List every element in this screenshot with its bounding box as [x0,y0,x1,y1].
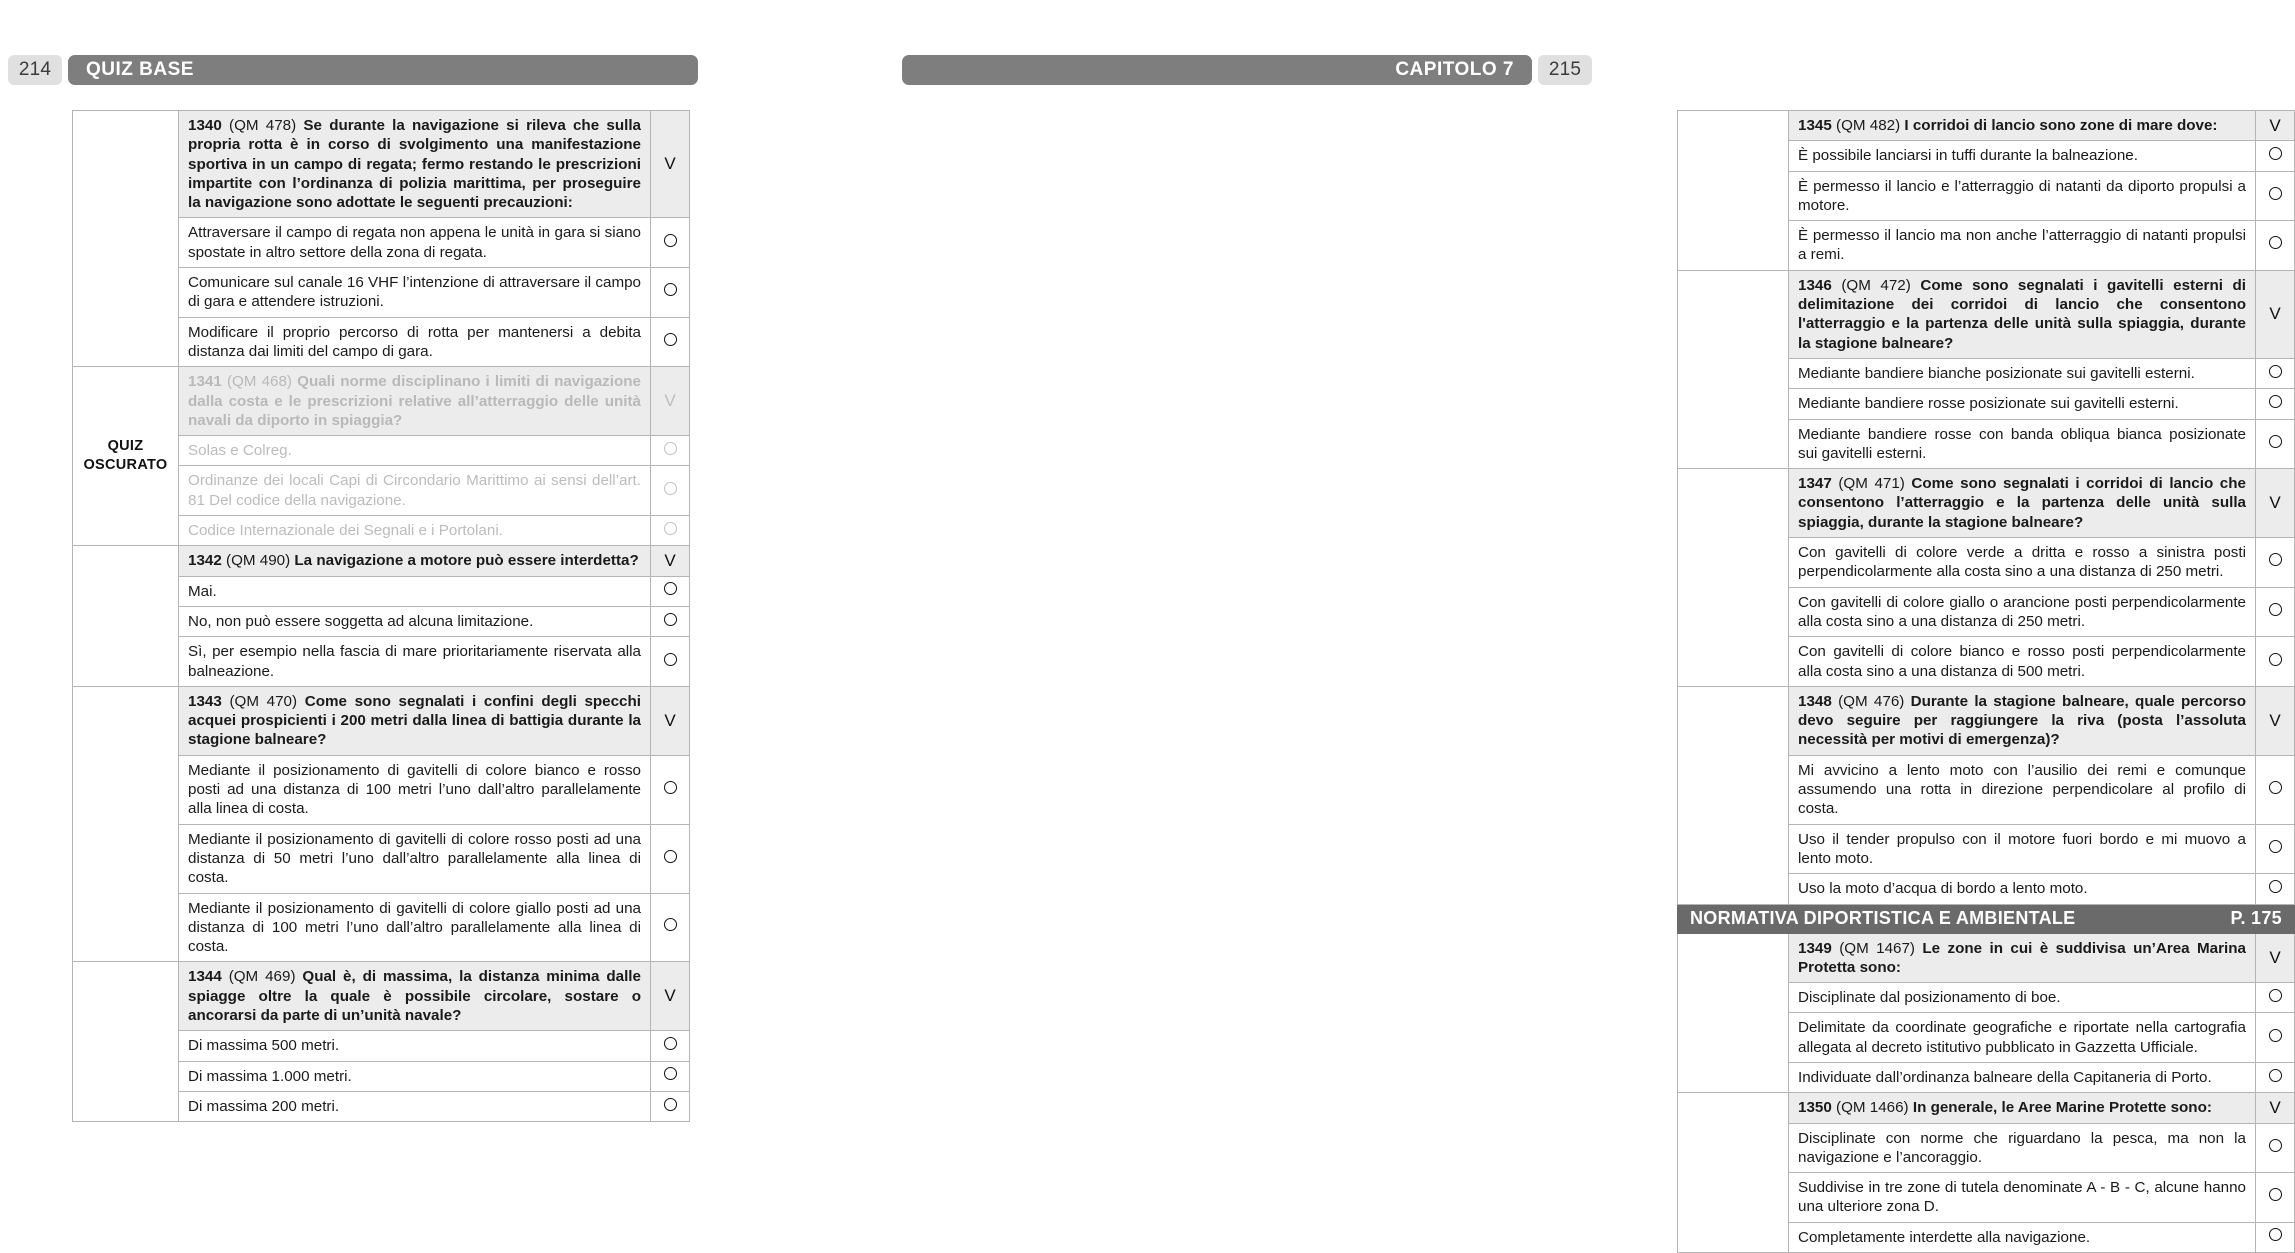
option-circle-icon[interactable] [664,1037,677,1050]
question-text [1789,1093,2256,1123]
correct-answer-mark: V [651,686,690,755]
answer-text: Uso la moto d’acqua di bordo a lento moto. [1789,874,2256,904]
answer-option-cell[interactable] [2256,389,2295,419]
question-code: (QM 490) [226,552,291,570]
quiz-group-marker [73,686,179,962]
answer-text: Di massima 1.000 metri. [179,1061,651,1091]
question-number: 1340 [188,117,222,134]
section-band-page-ref: P. 175 [2230,908,2282,928]
question-code: (QM 476) [1838,692,1905,710]
answer-text: È permesso il lancio ma non anche l’atterraggio di natanti propulsi a remi. [1789,221,2256,271]
option-circle-icon[interactable] [664,522,677,535]
question-code: (QM 482) [1836,117,1901,134]
correct-answer-mark: V [651,962,690,1031]
answer-text: Mediante bandiere rosse posizionate sui gavitelli esterni. [1789,389,2256,419]
question-row [73,962,690,1031]
question-code: (QM 469) [228,968,296,986]
question-code: (QM 471) [1838,475,1905,493]
answer-text: Modificare il proprio percorso di rotta per mantenersi a debita distanza dai limiti del campo di gara. [179,317,651,367]
quiz-group-marker [73,367,179,546]
answer-option-cell[interactable] [2256,1173,2295,1223]
answer-text: Con gavitelli di colore verde a dritta e rosso a sinistra posti perpendicolarmente alla costa sino a una distanza di 250 metri. [1789,538,2256,588]
question-text [1789,111,2256,141]
answer-text: Disciplinate con norme che riguardano la pesca, ma non la navigazione e l’ancoraggio. [1789,1123,2256,1173]
answer-text: Mediante il posizionamento di gavitelli di colore giallo posti ad una distanza di 100 metri l’uno dall’altro parallelamente alla linea di costa. [179,893,651,962]
answer-option-cell[interactable] [2256,874,2295,904]
question-body: Come sono segnalati i corridoi di lancio che consentono l’atterraggio e la partenza delle unità sulla spiaggia, durante la stagione balneare? [1798,475,2246,531]
right-page [800,0,2282,1246]
option-circle-icon[interactable] [2269,1188,2282,1201]
answer-text: No, non può essere soggetta ad alcuna limitazione. [179,606,651,636]
answer-text: Mediante il posizionamento di gavitelli di colore rosso posti ad una distanza di 50 metri l’uno dall’altro parallelamente alla linea di costa. [179,824,651,893]
question-row [1678,111,2295,141]
answer-option-cell[interactable] [2256,587,2295,637]
answer-option-cell[interactable] [651,218,690,268]
correct-answer-mark: V [2256,469,2295,538]
question-row [1678,1093,2295,1123]
option-circle-icon[interactable] [2269,435,2282,448]
option-circle-icon[interactable] [2269,187,2282,200]
correct-answer-mark: V [2256,111,2295,141]
answer-text: È permesso il lancio e l’atterraggio di natanti da diporto propulsi a motore. [1789,171,2256,221]
answer-text: Di massima 500 metri. [179,1031,651,1061]
correct-answer-mark: V [651,367,690,436]
option-circle-icon[interactable] [2269,880,2282,893]
answer-option-cell[interactable] [651,317,690,367]
question-code: (QM 468) [226,373,292,391]
question-code: (QM 472) [1841,276,1911,294]
quiz-group-marker [73,546,179,686]
answer-option-cell[interactable] [651,576,690,606]
question-body: La navigazione a motore può essere interdetta? [294,552,639,570]
answer-option-cell[interactable] [651,466,690,516]
answer-option-cell[interactable] [2256,419,2295,469]
option-circle-icon[interactable] [664,850,677,863]
question-row [73,546,690,576]
answer-option-cell[interactable] [2256,221,2295,271]
answer-text: Mi avvicino a lento moto con l’ausilio dei remi e comunque assumendo una rotta in direzione perpendicolare al profilo di costa. [1789,755,2256,824]
answer-option-cell[interactable] [2256,1013,2295,1063]
answer-option-cell[interactable] [2256,637,2295,687]
question-number: 1343 [188,692,222,710]
answer-option-cell[interactable] [651,637,690,687]
quiz-group-marker [1678,270,1789,468]
answer-text: Mediante bandiere rosse con banda obliqua bianca posizionate sui gavitelli esterni. [1789,419,2256,469]
option-circle-icon[interactable] [2269,781,2282,794]
option-circle-icon[interactable] [2269,653,2282,666]
folio-right: 215 [1538,55,1592,85]
option-circle-icon[interactable] [664,1067,677,1080]
question-text [1789,469,2256,538]
answer-option-cell[interactable] [2256,755,2295,824]
question-number: 1341 [188,373,222,391]
question-body: Se durante la navigazione si rileva che sulla propria rotta è in corso di svolgimento una manifestazione sportiva in un campo di regata; fermo restando le prescrizioni impartite con l’ordinanza di polizia marittima, per proseguire la navigazione sono adottate le seguenti precauzioni: [188,117,641,212]
answer-option-cell[interactable] [651,1031,690,1061]
option-circle-icon[interactable] [664,283,677,296]
question-row [1678,270,2295,358]
question-text [179,546,651,576]
question-code: (QM 1467) [1839,939,1915,957]
answer-option-cell[interactable] [2256,983,2295,1013]
question-number: 1348 [1798,692,1832,710]
question-number: 1342 [188,552,222,570]
option-circle-icon[interactable] [664,1098,677,1111]
quiz-table-right [1677,110,2295,1253]
option-circle-icon[interactable] [664,582,677,595]
quiz-table-left [72,110,690,1122]
question-body: Le zone in cui è suddivisa un’Area Marina Protetta sono: [1798,939,2246,976]
quiz-table-left-body [73,111,690,1122]
answer-option-cell[interactable] [2256,1123,2295,1173]
question-row [73,367,690,436]
answer-text: È possibile lanciarsi in tuffi durante la balneazione. [1789,141,2256,171]
answer-text: Di massima 200 metri. [179,1091,651,1121]
answer-text: Delimitate da coordinate geografiche e riportate nella cartografia allegata al decreto istitutivo pubblicato in Gazzetta Ufficiale. [1789,1013,2256,1063]
quiz-group-marker [1678,1093,1789,1253]
option-circle-icon[interactable] [664,442,677,455]
answer-option-cell[interactable] [651,893,690,962]
answer-text: Uso il tender propulso con il motore fuori bordo e mi muovo a lento moto. [1789,824,2256,874]
correct-answer-mark: V [2256,686,2295,755]
option-circle-icon[interactable] [2269,1228,2282,1241]
question-row [1678,686,2295,755]
answer-text: Disciplinate dal posizionamento di boe. [1789,983,2256,1013]
answer-text: Codice Internazionale dei Segnali e i Portolani. [179,516,651,546]
quiz-group-marker [73,111,179,367]
answer-option-cell[interactable] [651,516,690,546]
question-text [179,686,651,755]
question-body: Come sono segnalati i gavitelli esterni di delimitazione dei corridoi di lancio che consentono l'atterraggio e la partenza delle unità sulla spiaggia, durante la stagione balneare? [1798,276,2246,352]
answer-text: Solas e Colreg. [179,436,651,466]
answer-option-cell[interactable] [651,268,690,318]
answer-option-cell[interactable] [2256,1062,2295,1092]
question-number: 1345 [1798,117,1832,134]
option-circle-icon[interactable] [664,333,677,346]
question-row [73,686,690,755]
option-circle-icon[interactable] [2269,603,2282,616]
question-body: Quali norme disciplinano i limiti di navigazione dalla costa e le prescrizioni relative all’atterraggio delle unità navali da diporto in spiaggia? [188,373,641,429]
section-band [1678,904,2295,933]
option-circle-icon[interactable] [664,613,677,626]
option-circle-icon[interactable] [2269,989,2282,1002]
folio-left: 214 [8,55,62,85]
quiz-group-marker [73,962,179,1122]
question-text [179,367,651,436]
answer-option-cell[interactable] [651,1091,690,1121]
answer-text: Mediante bandiere bianche posizionate sui gavitelli esterni. [1789,358,2256,388]
question-body: Durante la stagione balneare, quale percorso devo seguire per raggiungere la riva (posta l’assoluta necessità per motivi di emergenza)? [1798,692,2247,749]
running-head-title-left: QUIZ BASE [68,55,698,85]
question-code: (QM 1466) [1836,1099,1909,1117]
section-band-title: NORMATIVA DIPORTISTICA E AMBIENTALE [1690,908,2076,928]
running-head-title-right: CAPITOLO 7 [902,55,1532,85]
question-text [179,111,651,218]
section-band-row [1678,904,2295,933]
correct-answer-mark: V [2256,270,2295,358]
question-text [1789,686,2256,755]
option-circle-icon[interactable] [2269,147,2282,160]
correct-answer-mark: V [651,546,690,576]
answer-text: Sì, per esempio nella fascia di mare prioritariamente riservata alla balneazione. [179,637,651,687]
option-circle-icon[interactable] [2269,1139,2282,1152]
question-text [179,962,651,1031]
option-circle-icon[interactable] [664,781,677,794]
answer-text: Mai. [179,576,651,606]
correct-answer-mark: V [2256,933,2295,983]
question-row [73,111,690,218]
answer-option-cell[interactable] [651,755,690,824]
question-number: 1347 [1798,475,1832,493]
question-row [1678,933,2295,983]
option-circle-icon[interactable] [664,234,677,247]
option-circle-icon[interactable] [2269,1029,2282,1042]
left-page [0,0,800,1137]
answer-option-cell[interactable] [651,824,690,893]
answer-text: Ordinanze dei locali Capi di Circondario Marittimo ai sensi dell’art. 81 Del codice della navigazione. [179,466,651,516]
option-circle-icon[interactable] [2269,365,2282,378]
answer-option-cell[interactable] [651,1061,690,1091]
option-circle-icon[interactable] [664,918,677,931]
option-circle-icon[interactable] [2269,236,2282,249]
quiz-group-marker [1678,933,1789,1093]
answer-text: Individuate dall’ordinanza balneare della Capitaneria di Porto. [1789,1062,2256,1092]
correct-answer-mark: V [2256,1093,2295,1123]
answer-text: Comunicare sul canale 16 VHF l’intenzione di attraversare il campo di gara e attendere istruzioni. [179,268,651,318]
quiz-group-marker [1678,111,1789,271]
question-text [1789,933,2256,983]
quiz-table-right-body [1678,111,2295,1253]
answer-option-cell[interactable] [2256,358,2295,388]
quiz-oscurato-label: QUIZ OSCURATO [83,437,168,474]
option-circle-icon[interactable] [2269,395,2282,408]
question-body: I corridoi di lancio sono zone di mare dove: [1904,117,2218,134]
answer-text: Mediante il posizionamento di gavitelli di colore bianco e rosso posti ad una distanza di 100 metri l’uno dall’altro parallelamente alla linea di costa. [179,755,651,824]
option-circle-icon[interactable] [2269,553,2282,566]
question-code: (QM 478) [229,117,297,134]
option-circle-icon[interactable] [2269,1069,2282,1082]
option-circle-icon[interactable] [664,653,677,666]
question-text [1789,270,2256,358]
answer-text: Completamente interdette alla navigazione. [1789,1222,2256,1252]
answer-option-cell[interactable] [2256,824,2295,874]
question-number: 1350 [1798,1099,1832,1117]
question-number: 1344 [188,968,222,986]
quiz-group-marker [1678,469,1789,687]
answer-text: Con gavitelli di colore bianco e rosso posti perpendicolarmente alla costa sino a una distanza di 500 metri. [1789,637,2256,687]
answer-text: Attraversare il campo di regata non appena le unità in gara si siano spostate in altro settore della zona di regata. [179,218,651,268]
option-circle-icon[interactable] [664,482,677,495]
answer-text: Con gavitelli di colore giallo o arancione posti perpendicolarmente alla costa sino a una distanza di 250 metri. [1789,587,2256,637]
question-number: 1346 [1798,276,1832,294]
correct-answer-mark: V [651,111,690,218]
answer-option-cell[interactable] [651,436,690,466]
running-head-left [8,55,698,85]
answer-option-cell[interactable] [2256,538,2295,588]
quiz-group-marker [1678,686,1789,904]
answer-option-cell[interactable] [2256,141,2295,171]
running-head-right [902,55,1592,85]
question-body: Qual è, di massima, la distanza minima dalle spiagge oltre la quale è possibile circolare, sostare o ancorarsi da parte di un’unità navale? [188,968,641,1024]
question-row [1678,469,2295,538]
answer-text: Suddivise in tre zone di tutela denominate A - B - C, alcune hanno una ulteriore zona D. [1789,1173,2256,1223]
answer-option-cell[interactable] [651,606,690,636]
answer-option-cell[interactable] [2256,1222,2295,1252]
question-number: 1349 [1798,939,1832,957]
question-body: In generale, le Aree Marine Protette sono: [1912,1099,2212,1117]
option-circle-icon[interactable] [2269,840,2282,853]
question-code: (QM 470) [229,692,298,710]
question-body: Come sono segnalati i confini degli specchi acquei prospicienti i 200 metri dalla linea di battigia durante la stagione balneare? [188,692,642,749]
answer-option-cell[interactable] [2256,171,2295,221]
